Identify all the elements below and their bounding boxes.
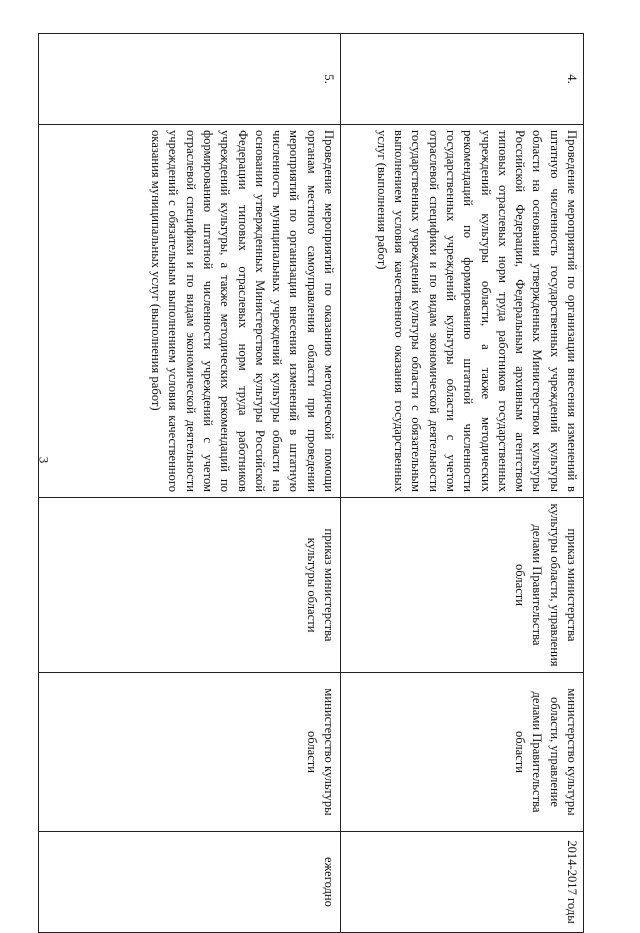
page-number: 3 <box>36 456 52 464</box>
term-text: ежегодно <box>322 857 336 907</box>
term-cell <box>39 832 341 933</box>
term-text: 2014-2017 годы <box>565 840 579 924</box>
row-number-cell: 5. <box>39 34 341 125</box>
measures-table <box>38 33 584 933</box>
rotated-table-container <box>39 33 584 924</box>
table-row <box>39 34 341 933</box>
executor-cell <box>341 673 584 832</box>
document-text: приказ министерства культуры области, управления делами Правительства области <box>513 503 579 667</box>
event-cell <box>39 125 341 498</box>
document-cell <box>39 498 341 673</box>
event-cell <box>341 125 584 498</box>
document-cell <box>341 498 584 673</box>
executor-cell <box>39 673 341 832</box>
event-text: Проведение мероприятий по оказанию методической помощи органам местного самоуправления области при проведении мероприятий по организации внесения изменений в штатную численность муниципальных учреждений культуры области на основании утвержденных Министерством культуры Российской Федерации типовых отраслевых норм труда работников учреждений культуры, а также методических рекомендаций по формированию штатной численности учреждений с учетом отраслевой специфики и по видам экономической деятельности учреждений с обязательным выполнением условия качественного оказания муниципальных услуг (выполнения работ) <box>149 130 336 492</box>
table-row <box>341 34 584 933</box>
row-number-cell: 4. <box>341 34 584 125</box>
executor-text: министерство культуры области, управление делами Правительства области <box>513 688 579 816</box>
document-text: приказ министерства культуры области <box>304 528 336 642</box>
event-text: Проведение мероприятий по организации внесения изменений в штатную численность государственных учреждений культуры области на основании утвержденных Министерством культуры Российской Федерации, Федеральным архивным агентством типовых отраслевых норм труда работников государственных учреждений культуры области, а также методических рекомендаций по формированию штатной численности государственных учреждений культуры области с учетом отраслевой специфики и по видам экономической деятельности государственных учреждений культуры области с обязательным выполнением условия качественного оказания государственных услуг (выполнения работ) <box>374 130 579 492</box>
executor-text: министерство культуры области <box>304 688 336 816</box>
term-cell <box>341 832 584 933</box>
